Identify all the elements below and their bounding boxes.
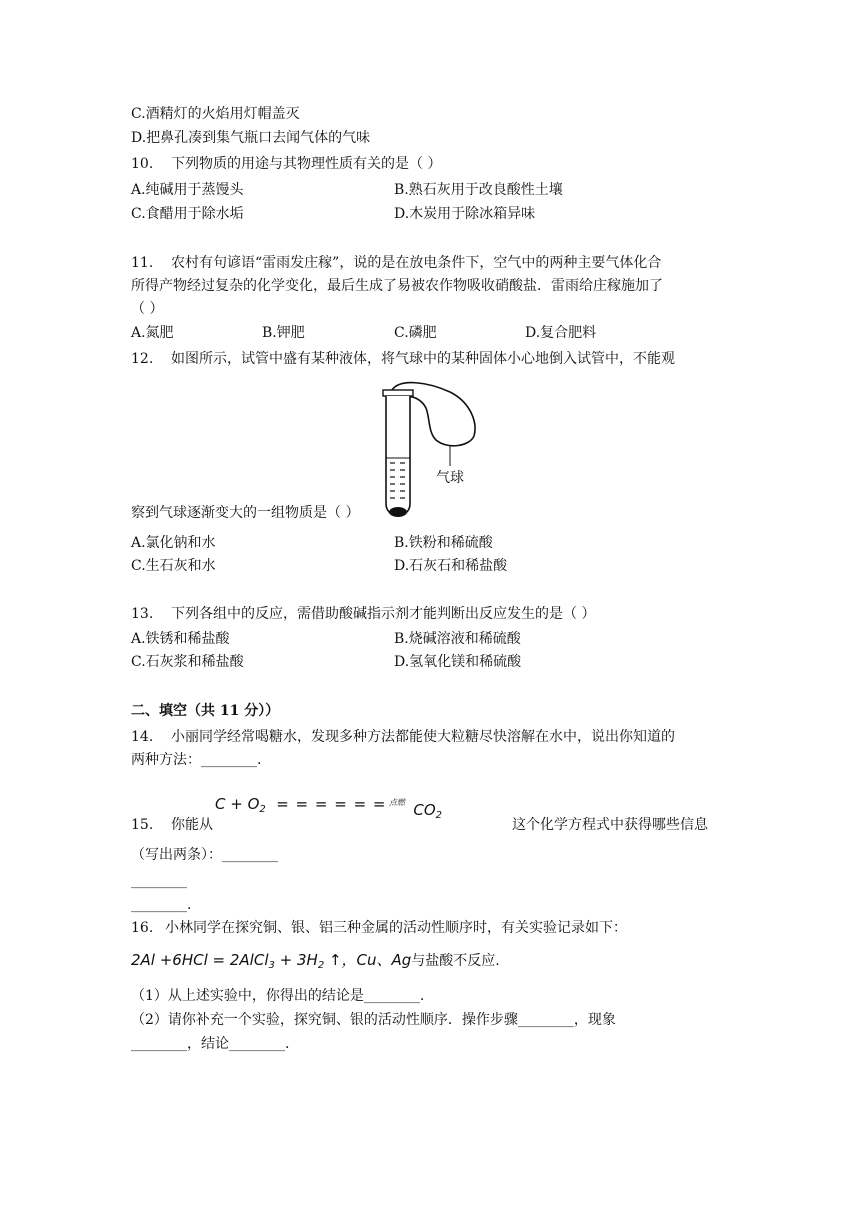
test-tube-mouth [383, 390, 413, 396]
q16-equation: 2Al +6HCl = 2AlCl$_3$ + $3H_2$ ↑ [131, 951, 342, 971]
q15-number: 15. [131, 817, 154, 833]
balloon-label: 气球 [436, 470, 464, 486]
q15-line1 [131, 815, 213, 835]
q11-line2: 所得产物经过复杂的化学变化，最后生成了易被农作物吸收硝酸盐．雷雨给庄稼施加了 [131, 278, 663, 294]
section-2-title: 二、填空（共 11 分）） [131, 703, 280, 719]
q15-line4: ________. [131, 897, 192, 913]
q11-option-b: B.钾肥 [262, 325, 305, 341]
q11-option-c: C.磷肥 [394, 325, 437, 341]
q12-number: 12. [131, 351, 154, 367]
q10-option-b: B.熟石灰用于改良酸性土壤 [394, 182, 563, 198]
q16-sub2-line1: （2）请你补充一个实验，探究铜、银的活动性顺序．操作步骤________，现象 [131, 1012, 616, 1028]
q11-line3: （ ） [131, 301, 164, 317]
test-tube-body [386, 396, 410, 516]
q13-stem-text: 下列各组中的反应，需借助酸碱指示剂才能判断出反应发生的是（ ） [171, 606, 596, 622]
q15-suffix: 这个化学方程式中获得哪些信息 [512, 817, 708, 833]
q15-equation-lhs: $C + O_2$ [215, 795, 266, 815]
q15-line3: ________ [131, 873, 187, 889]
q16-sub2-line2: ________，结论________. [131, 1036, 290, 1052]
q13-option-c: C.石灰浆和稀盐酸 [131, 654, 244, 670]
q10-option-c: C.食醋用于除水垢 [131, 206, 244, 222]
q12-option-c: C.生石灰和水 [131, 558, 216, 574]
q10-option-a: A.纯碱用于蒸馒头 [131, 182, 244, 198]
q10-stem-text: 下列物质的用途与其物理性质有关的是（ ） [171, 156, 442, 172]
q11-number: 11. [131, 255, 154, 271]
q16-equation-tail: 与盐酸不反应. [411, 953, 500, 969]
q16-equation-line [131, 950, 500, 976]
q14-line2: 两种方法：________. [131, 752, 262, 768]
q10-stem [131, 154, 441, 174]
q12-line2: 察到气球逐渐变大的一组物质是（ ） [131, 505, 360, 521]
q9-option-d: D.把鼻孔凑到集气瓶口去闻气体的气味 [131, 130, 371, 146]
q16-stem [131, 918, 627, 938]
q10-number: 10. [131, 156, 154, 172]
q12-line1 [131, 349, 675, 369]
q9-option-c: C.酒精灯的火焰用灯帽盖灭 [131, 106, 300, 122]
q16-sub1: （1）从上述实验中，你得出的结论是________. [131, 988, 425, 1004]
solid-at-bottom [389, 507, 407, 517]
q13-option-a: A.铁锈和稀盐酸 [131, 631, 230, 647]
q13-option-d: D.氢氧化镁和稀硫酸 [394, 654, 522, 670]
q12-line1-text: 如图所示，试管中盛有某种液体，将气球中的某种固体小心地倒入试管中，不能观 [171, 351, 675, 367]
q12-option-d: D.石灰石和稀盐酸 [394, 558, 508, 574]
q12-option-b: B.铁粉和稀硫酸 [394, 535, 493, 551]
test-tube-balloon-figure [370, 378, 490, 524]
q15-equation-signs: = = = = = = [276, 795, 387, 813]
q13-number: 13. [131, 606, 154, 622]
q16-metals: ，Cu、Ag [341, 951, 412, 969]
q11-option-a: A.氮肥 [131, 325, 174, 341]
q12-option-a: A.氯化钠和水 [131, 535, 216, 551]
q11-option-d: D.复合肥料 [525, 325, 597, 341]
q13-stem [131, 604, 595, 624]
q15-equation [215, 795, 442, 825]
q16-stem-text: 小林同学在探究铜、银、铝三种金属的活动性顺序时，有关实验记录如下： [165, 920, 627, 936]
q11-line1-text: 农村有句谚语“雷雨发庄稼”，说的是在放电条件下，空气中的两种主要气体化合 [171, 255, 662, 271]
q13-option-b: B.烧碱溶液和稀硫酸 [394, 631, 521, 647]
q15-prefix: 你能从 [171, 817, 213, 833]
q14-line1-text: 小丽同学经常喝糖水，发现多种方法都能使大粒糖尽快溶解在水中，说出你知道的 [171, 729, 675, 745]
q15-equation-rhs: $CO_2$ [413, 801, 443, 821]
q11-line1 [131, 253, 661, 273]
q15-line2: （写出两条）：________ [131, 847, 278, 863]
q14-number: 14. [131, 729, 154, 745]
q10-option-d: D.木炭用于除冰箱异味 [394, 206, 536, 222]
q14-line1 [131, 727, 675, 747]
q15-equation-condition: 点燃 [388, 798, 405, 807]
q16-number: 16. [131, 920, 154, 936]
